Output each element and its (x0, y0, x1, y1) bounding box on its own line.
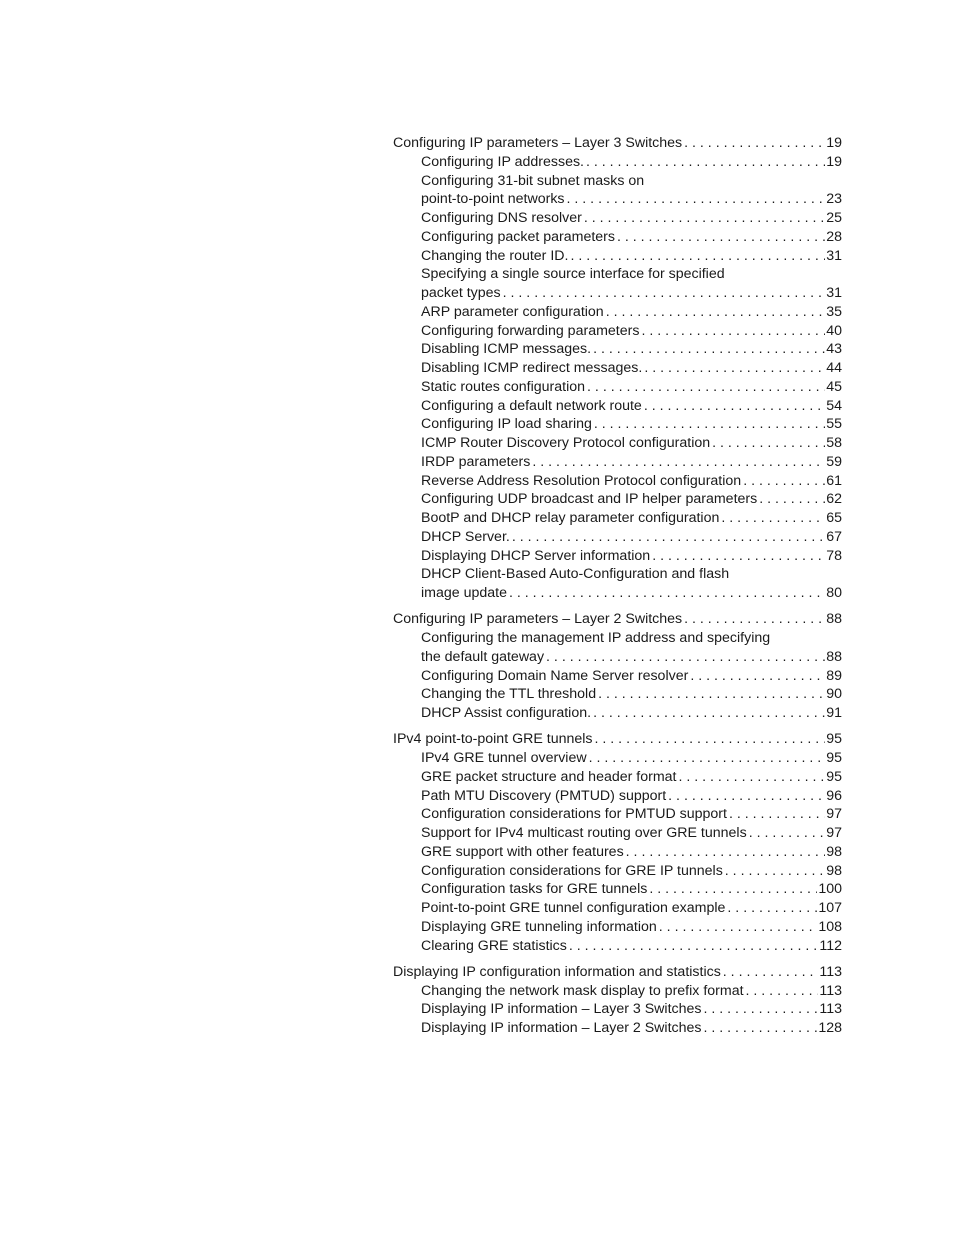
toc-entry-title: Displaying GRE tunneling information (421, 918, 657, 935)
dot-leader (659, 918, 818, 937)
toc-entry-title: IPv4 GRE tunnel overview (421, 750, 587, 766)
toc-page-number: 113 (819, 963, 842, 980)
dot-leader (703, 1019, 817, 1038)
toc-entry[interactable] (393, 899, 842, 918)
toc-page-number: 96 (826, 787, 842, 804)
dot-leader (690, 667, 825, 686)
toc-page-number: 45 (826, 378, 842, 395)
toc-section-title: Displaying IP configuration information and statistics (393, 963, 721, 980)
toc-page-number: 108 (818, 918, 842, 935)
toc-section (393, 963, 842, 1038)
toc-entry-title: Path MTU Discovery (PMTUD) support (421, 787, 667, 804)
dot-leader (679, 768, 826, 787)
toc-entry[interactable] (393, 228, 842, 247)
dot-leader (644, 359, 825, 378)
dot-leader (503, 284, 826, 303)
toc-entry[interactable] (393, 1019, 842, 1038)
toc-entry-title: ARP parameter configuration (421, 303, 604, 320)
toc-entry-title: Changing the TTL threshold (421, 686, 597, 703)
dot-leader (567, 190, 826, 209)
toc-page-number: 31 (826, 247, 842, 264)
toc-page-number: 55 (826, 416, 842, 433)
dot-leader (532, 453, 825, 472)
dot-leader (746, 982, 819, 1001)
toc-entry[interactable] (393, 862, 842, 881)
toc-entry[interactable] (393, 749, 842, 768)
toc-entry[interactable] (393, 247, 842, 266)
toc-page-number: 61 (826, 472, 842, 489)
dot-leader (593, 340, 825, 359)
toc-entry-title: Displaying IP information – Layer 3 Switches (421, 1001, 702, 1018)
toc-entry-title: Configuration tasks for GRE tunnels (421, 881, 648, 898)
toc-section-heading[interactable] (393, 963, 842, 982)
toc-entry[interactable] (393, 937, 842, 956)
table-of-contents (393, 134, 842, 1045)
dot-leader (668, 787, 825, 806)
toc-entry[interactable] (393, 303, 842, 322)
toc-page-number: 65 (826, 510, 842, 526)
toc-page-number: 95 (826, 750, 842, 766)
toc-entry-title: DHCP Assist configuration. (421, 705, 592, 721)
dot-leader (649, 880, 817, 899)
toc-entry-title: IRDP parameters (421, 453, 531, 470)
toc-entry-title: Configuration considerations for PMTUD support (421, 806, 727, 823)
toc-entry[interactable] (393, 359, 842, 378)
toc-entry-title: Static routes configuration (421, 378, 586, 395)
dot-leader (546, 648, 825, 667)
toc-page-number: 128 (818, 1020, 842, 1036)
toc-page-number: 100 (818, 881, 842, 898)
toc-entry-title: GRE packet structure and header format (421, 768, 677, 785)
toc-entry[interactable] (393, 322, 842, 341)
dot-leader (743, 472, 825, 491)
toc-entry-title: Configuring UDP broadcast and IP helper parameters (421, 491, 758, 508)
toc-entry[interactable] (393, 880, 842, 899)
toc-entry-title-line: Configuring the management IP address and specifying (421, 630, 771, 646)
toc-section (393, 610, 842, 723)
toc-entry[interactable] (393, 547, 842, 566)
toc-section-heading[interactable] (393, 134, 842, 153)
toc-page-number: 67 (826, 528, 842, 545)
toc-entry[interactable] (393, 209, 842, 228)
toc-entry[interactable] (393, 284, 842, 303)
toc-section (393, 134, 842, 603)
toc-section-heading[interactable] (393, 610, 842, 629)
toc-entry-title: DHCP Server. (421, 528, 510, 545)
toc-entry-title: Configuring packet parameters (421, 228, 615, 245)
toc-page-number: 80 (826, 585, 842, 601)
toc-entry-title-line: Specifying a single source interface for specified (421, 266, 725, 283)
toc-page-number: 25 (826, 210, 842, 226)
toc-entry-title: packet types (421, 285, 501, 301)
dot-leader (512, 528, 825, 547)
dot-leader (749, 824, 826, 843)
toc-entry-title: ICMP Router Discovery Protocol configuration (421, 435, 711, 451)
toc-page-number: 113 (819, 982, 842, 999)
toc-entry-title: Support for IPv4 multicast routing over GRE tunnels (421, 825, 747, 841)
toc-entry-title: point-to-point networks (421, 191, 565, 208)
dot-leader (595, 730, 826, 749)
toc-entry-title: Configuration considerations for GRE IP tunnels (421, 862, 723, 879)
toc-page-number: 31 (826, 285, 842, 301)
dot-leader (759, 490, 825, 509)
toc-page-number: 95 (826, 768, 842, 785)
toc-page-number: 28 (826, 228, 842, 245)
toc-page-number: 23 (826, 191, 842, 208)
dot-leader (652, 547, 825, 566)
toc-entry[interactable] (393, 918, 842, 937)
toc-page-number: 107 (818, 900, 842, 916)
toc-entry[interactable] (393, 805, 842, 824)
toc-entry[interactable] (393, 787, 842, 806)
dot-leader (727, 899, 817, 918)
toc-section-heading[interactable] (393, 730, 842, 749)
dot-leader (641, 322, 825, 341)
toc-entry[interactable] (393, 1000, 842, 1019)
toc-section (393, 730, 842, 955)
toc-entry-title: Displaying DHCP Server information (421, 547, 651, 564)
dot-leader (626, 843, 826, 862)
dot-leader (584, 209, 825, 228)
toc-entry[interactable] (393, 704, 842, 723)
toc-page-number: 95 (826, 731, 842, 748)
toc-entry[interactable] (393, 843, 842, 862)
toc-page-number: 89 (826, 667, 842, 684)
toc-entry[interactable] (393, 472, 842, 491)
toc-entry[interactable] (393, 824, 842, 843)
dot-leader (644, 397, 825, 416)
toc-entry[interactable] (393, 340, 842, 359)
toc-entry-title: Configuring DNS resolver (421, 210, 582, 226)
toc-entry-title-line: DHCP Client-Based Auto-Configuration and flash (421, 566, 730, 583)
toc-entry[interactable] (393, 434, 842, 453)
toc-entry[interactable] (393, 397, 842, 416)
toc-entry[interactable] (393, 584, 842, 603)
toc-entry-title: Configuring IP load sharing (421, 416, 592, 433)
toc-entry[interactable] (393, 648, 842, 667)
dot-leader (594, 415, 825, 434)
toc-entry[interactable] (393, 768, 842, 787)
toc-entry[interactable] (393, 509, 842, 528)
toc-entry-title: Disabling ICMP messages. (421, 341, 592, 358)
dot-leader (617, 228, 825, 247)
toc-entry[interactable] (393, 415, 842, 434)
toc-entry-title: Changing the router ID. (421, 247, 569, 264)
toc-page-number: 40 (826, 322, 842, 339)
toc-page-number: 78 (826, 547, 842, 564)
toc-entry-title: BootP and DHCP relay parameter configuration (421, 510, 720, 526)
toc-entry-title: GRE support with other features (421, 843, 624, 860)
toc-entry-title: image update (421, 585, 507, 601)
toc-section-title: Configuring IP parameters – Layer 2 Switches (393, 611, 683, 628)
toc-page-number: 113 (819, 1001, 842, 1018)
toc-page-number: 54 (826, 397, 842, 414)
dot-leader (721, 509, 825, 528)
dot-leader (589, 749, 826, 768)
toc-page-number: 97 (826, 806, 842, 823)
toc-entry[interactable] (393, 982, 842, 1001)
toc-page-number: 90 (826, 686, 842, 703)
toc-page-number: 59 (826, 453, 842, 470)
dot-leader (723, 963, 819, 982)
toc-entry[interactable] (393, 528, 842, 547)
toc-entry[interactable] (393, 490, 842, 509)
toc-page-number: 97 (826, 825, 842, 841)
dot-leader (606, 303, 826, 322)
toc-entry-title: Configuring Domain Name Server resolver (421, 667, 689, 684)
toc-page-number: 98 (826, 862, 842, 879)
toc-section-title: Configuring IP parameters – Layer 3 Switches (393, 135, 683, 151)
dot-leader (509, 584, 825, 603)
dot-leader (712, 434, 825, 453)
toc-entry-title: Configuring forwarding parameters (421, 322, 640, 339)
toc-entry-title: Disabling ICMP redirect messages. (421, 360, 643, 376)
toc-entry[interactable] (393, 190, 842, 209)
toc-page-number: 19 (826, 135, 842, 151)
toc-page-number: 88 (826, 648, 842, 665)
toc-entry[interactable] (393, 667, 842, 686)
toc-section-title: IPv4 point-to-point GRE tunnels (393, 731, 593, 748)
toc-entry[interactable] (393, 378, 842, 397)
toc-entry-title: Configuring IP addresses. (421, 153, 584, 170)
toc-entry-title: Displaying IP information – Layer 2 Switches (421, 1020, 702, 1036)
dot-leader (598, 685, 825, 704)
dot-leader (684, 134, 825, 153)
toc-entry-title-line: Configuring 31-bit subnet masks on (421, 172, 645, 189)
toc-entry[interactable] (393, 153, 842, 172)
dot-leader (587, 378, 825, 397)
toc-page-number: 43 (826, 341, 842, 358)
toc-entry-title: Clearing GRE statistics (421, 937, 567, 954)
toc-entry-title: Configuring a default network route (421, 397, 642, 414)
toc-page-number: 35 (826, 303, 842, 320)
toc-page-number: 62 (826, 491, 842, 508)
dot-leader (725, 862, 825, 881)
toc-page-number: 19 (826, 153, 842, 170)
toc-page-number: 91 (826, 705, 842, 721)
toc-page-number: 98 (826, 843, 842, 860)
dot-leader (586, 153, 825, 172)
toc-entry-title: Point-to-point GRE tunnel configuration example (421, 900, 726, 916)
toc-entry[interactable] (393, 453, 842, 472)
toc-entry-title: Changing the network mask display to prefix format (421, 982, 744, 999)
toc-page-number: 88 (826, 611, 842, 628)
dot-leader (593, 704, 825, 723)
dot-leader (703, 1000, 818, 1019)
toc-entry-title: Reverse Address Resolution Protocol configuration (421, 472, 742, 489)
dot-leader (729, 805, 825, 824)
dot-leader (570, 247, 825, 266)
toc-page-number: 112 (819, 937, 842, 954)
dot-leader (684, 610, 825, 629)
toc-page-number: 44 (826, 360, 842, 376)
toc-entry-title: the default gateway (421, 648, 545, 665)
dot-leader (569, 937, 819, 956)
toc-entry[interactable] (393, 685, 842, 704)
toc-page-number: 58 (826, 435, 842, 451)
